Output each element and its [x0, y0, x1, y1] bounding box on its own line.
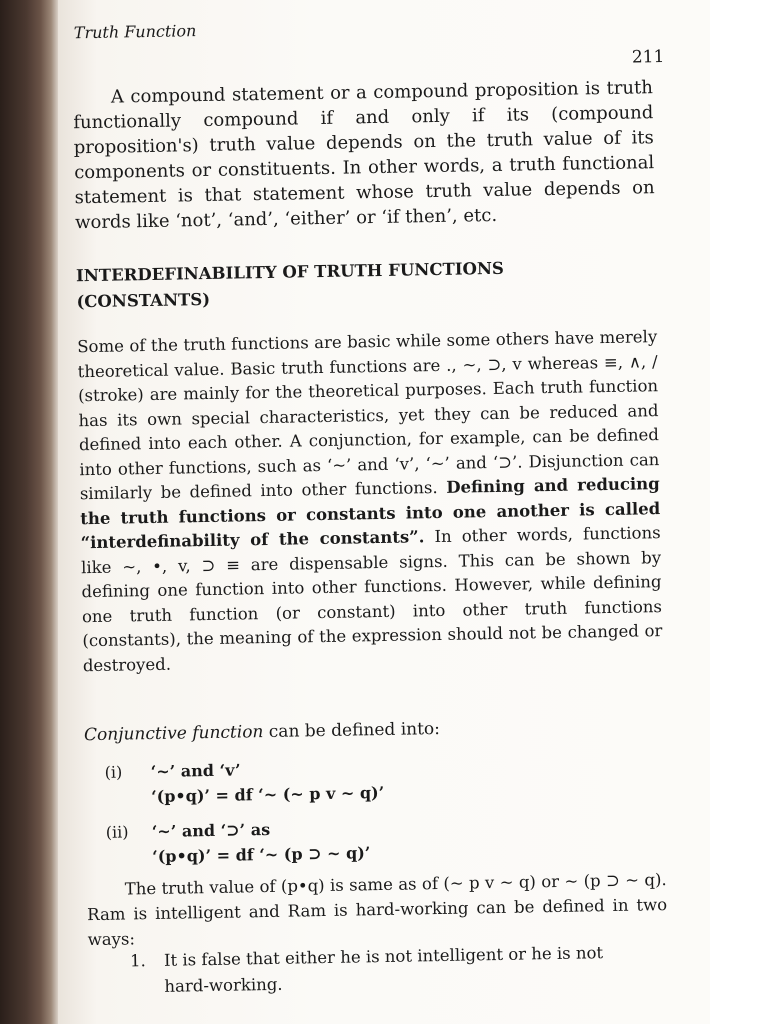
list-item-text: It is false that either he is not intelligent or he is not hard-working.	[163, 943, 604, 996]
item-i	[105, 760, 241, 781]
item-ii	[106, 820, 271, 842]
truth-value-paragraph: The truth value of (p•q) is same as of (~ p v ~ q) or ~ (p ⊃ ~ q). Ram is intelligent and Ram is hard-working can be defined in two ways:	[87, 870, 668, 950]
formula-i: ‘(p•q)’ = df ‘~ (~ p v ~ q)’	[150, 782, 385, 807]
paragraph-text-continued: In other words, functions like ~, •, v, ⊃ ≡ are dispensable signs. This can be shown by defining one function into other functions. However, while defining one truth function (or constant) into other truth functions (constants), the meaning of the expression should not be changed or destroyed.	[80, 523, 663, 675]
page-edge	[708, 0, 768, 1024]
list-item-number: 1.	[129, 951, 146, 971]
section-heading: INTERDEFINABILITY OF TRUTH FUNCTIONS (CONSTANTS)	[75, 258, 505, 312]
page-number: 211	[631, 46, 665, 68]
running-head: Truth Function	[73, 21, 197, 43]
subhead-rest: can be defined into:	[263, 718, 441, 743]
formula-ii: ‘(p•q)’ = df ‘~ (p ⊃ ~ q)’	[152, 843, 371, 867]
item-number: (ii)	[105, 822, 129, 842]
intro-paragraph: A compound statement or a compound proposition is truth functionally compound if and only if its (compound proposition's) truth value depends on the truth value of its components or constituents. In other words, a truth functional statement is that statement whose truth value depends on words like ‘not’, ‘and’, ‘either’ or ‘if then’, etc.	[73, 77, 655, 234]
subhead-italic: Conjunctive function	[83, 722, 264, 746]
book-binding-shadow	[0, 0, 58, 1024]
item-label: ‘~’ and ‘v’	[150, 760, 241, 782]
paragraph-text: Some of the truth functions are basic while some others have merely theoretical value. Basic truth functions are ., ~, ⊃, v whereas ≡, ∧, / (stroke) are mainly for the theoretical purposes. Each truth function has its own special characteristics, yet they can be reduced and defined into each other. A conjunction, for example, can be defined into other functions, such as ‘~’ and ‘v’, ‘~’ and ‘⊃’. Disjunction can similarly be defined into other functions.	[77, 327, 660, 504]
definition-bold-text: Defining and reducing the truth functions or constants into one another is called “interdefinability of the constants”.	[80, 474, 661, 553]
interdefinability-paragraph	[77, 325, 663, 678]
page-content	[71, 0, 689, 1024]
conjunctive-function-subhead	[84, 719, 440, 745]
item-label: ‘~’ and ‘⊃’ as	[151, 819, 271, 842]
item-number: (i)	[104, 762, 123, 782]
book-page	[58, 0, 710, 1024]
